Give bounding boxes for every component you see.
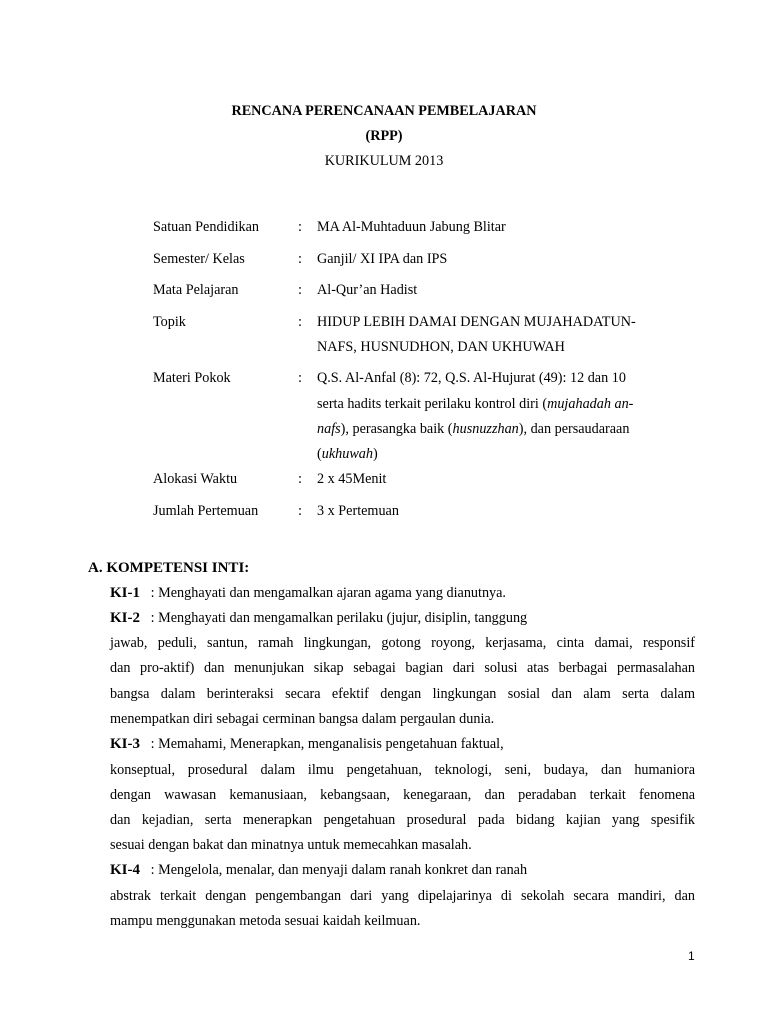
document-title: RENCANA PERENCANAAN PEMBELAJARAN [231,103,537,119]
identity-label: Satuan Pendidikan [153,219,259,235]
ki-code: KI-1 [110,585,140,601]
paragraph-line: dan pro-aktif) dan menunjukan sikap sebagai bagian dari solusi atas berbagai permasalahan [110,660,695,676]
ki4-line [110,862,527,879]
identity-label: Semester/ Kelas [153,251,245,267]
paragraph-line: konseptual, prosedural dalam ilmu pengetahuan, teknologi, seni, budaya, dan humaniora [110,762,695,778]
identity-value-line: serta hadits terkait perilaku kontrol diri (mujahadah an- [317,396,634,412]
paragraph-line: mampu menggunakan metoda sesuai kaidah keilmuan. [110,913,421,929]
identity-value: Al-Qur’an Hadist [317,282,418,298]
document-subtitle: (RPP) [365,128,403,144]
identity-value: MA Al-Muhtaduun Jabung Blitar [317,219,506,235]
identity-value: Ganjil/ XI IPA dan IPS [317,251,448,267]
ki2-line [110,610,527,627]
ki-code: KI-4 [110,862,140,878]
paragraph-line: dengan wawasan kemanusiaan, kebangsaan, kenegaraan, dan peradaban terkait fenomena [110,787,695,803]
identity-value: 3 x Pertemuan [317,503,399,519]
ki3-line [110,736,504,753]
curriculum-label: KURIKULUM 2013 [324,153,444,169]
identity-value-line: (ukhuwah) [317,446,378,462]
ki1-line [110,585,506,602]
identity-colon: : [298,251,302,267]
ki-code: KI-2 [110,610,140,626]
identity-value-line: HIDUP LEBIH DAMAI DENGAN MUJAHADATUN- [317,314,636,330]
identity-value-line: Q.S. Al-Anfal (8): 72, Q.S. Al-Hujurat (49): 12 dan 10 [317,370,626,386]
ki-text: : Menghayati dan mengamalkan perilaku (jujur, disiplin, tanggung [150,610,528,626]
page-number: 1 [688,949,695,963]
ki-text: : Mengelola, menalar, dan menyaji dalam ranah konkret dan ranah [150,862,528,878]
paragraph-line: dan kejadian, serta menerapkan pengetahuan prosedural pada bidang kajian yang spesifik [110,812,695,828]
paragraph-line: jawab, peduli, santun, ramah lingkungan, gotong royong, kerjasama, cinta damai, responsif [110,635,695,651]
paragraph-line: bangsa dalam berinteraksi secara efektif dengan lingkungan sosial dan alam serta dalam [110,686,695,702]
identity-colon: : [298,314,302,330]
paragraph-line: abstrak terkait dengan pengembangan dari yang dipelajarinya di sekolah secara mandiri, dan [110,888,695,904]
identity-label: Alokasi Waktu [153,471,238,487]
identity-colon: : [298,219,302,235]
paragraph-line: sesuai dengan bakat dan minatnya untuk memecahkan masalah. [110,837,472,853]
identity-label: Mata Pelajaran [153,282,239,298]
ki-text: : Menghayati dan mengamalkan ajaran agama yang dianutnya. [150,585,506,601]
ki-code: KI-3 [110,736,140,752]
identity-value-line: NAFS, HUSNUDHON, DAN UKHUWAH [317,339,565,355]
identity-colon: : [298,471,302,487]
section-heading: A. KOMPETENSI INTI: [88,560,250,576]
ki-text: : Memahami, Menerapkan, menganalisis pengetahuan faktual, [150,736,504,752]
identity-label: Topik [153,314,186,330]
identity-colon: : [298,370,302,386]
identity-colon: : [298,503,302,519]
identity-colon: : [298,282,302,298]
identity-label: Jumlah Pertemuan [153,503,259,519]
identity-value-line: nafs), perasangka baik (husnuzzhan), dan persaudaraan [317,421,630,437]
paragraph-line: menempatkan diri sebagai cerminan bangsa dalam pergaulan dunia. [110,711,495,727]
identity-label: Materi Pokok [153,370,231,386]
identity-value: 2 x 45Menit [317,471,387,487]
